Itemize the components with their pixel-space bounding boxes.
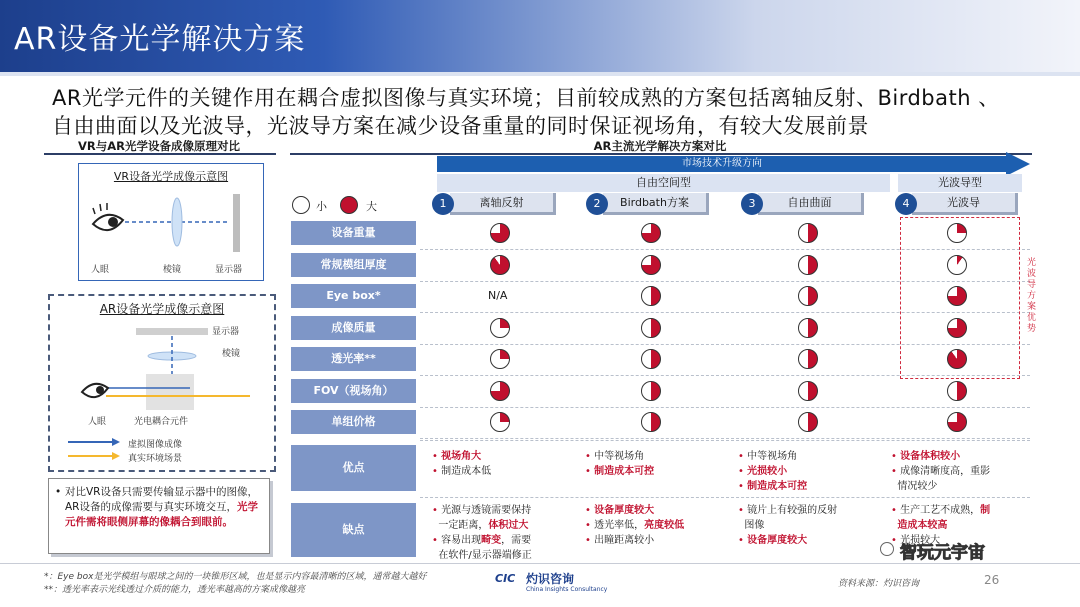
harvey-ball-icon (641, 381, 661, 401)
cons-text (747, 535, 807, 546)
cons-text-part: ，需要 (501, 535, 532, 546)
cons-text (441, 535, 531, 546)
harvey-ball-icon (798, 349, 818, 369)
bullet-icon: • (585, 466, 595, 477)
cons-item (891, 504, 990, 518)
cons-item (738, 534, 807, 548)
row-label: 设备重量 (291, 221, 416, 245)
solution-number-1: 1 (432, 193, 454, 215)
cons-item (738, 519, 764, 533)
harvey-ball-icon (490, 255, 510, 275)
pros-text: 制造成本可控 (594, 466, 655, 477)
company-name: 灼识咨询 (526, 572, 575, 586)
cons-item (585, 534, 654, 548)
cons-item (585, 519, 684, 533)
pros-text: 制造成本可控 (747, 481, 808, 492)
pros-text: 情况较少 (897, 481, 938, 492)
summary-part-2: 光学元件需将眼侧屏幕的像耦合到眼前。 (65, 501, 258, 528)
cons-item (432, 519, 528, 533)
cons-text: 光源与透镜需要保持 (441, 505, 532, 516)
bullet-icon: • (432, 535, 442, 546)
right-divider (290, 153, 1032, 155)
bullet-icon: • (585, 535, 595, 546)
market-direction-arrow: 市场技术升级方向 (437, 156, 1007, 172)
pros-text: 制造成本低 (441, 466, 492, 477)
ar-diagram (48, 294, 276, 472)
solution-tab-2 (603, 193, 709, 215)
harvey-ball-icon (490, 318, 510, 338)
legend-real-label: 真实环境场景 (128, 454, 183, 464)
row-label: 透光率** (291, 347, 416, 371)
bullet-icon: • (891, 451, 901, 462)
vr-display-label: 显示器 (215, 265, 243, 275)
legend-small-icon (292, 196, 310, 214)
eye-icon (93, 215, 123, 230)
bullet-icon: • (891, 466, 901, 477)
harvey-ball-icon (947, 381, 967, 401)
solution-tab-1 (450, 193, 556, 215)
ar-eye-label: 人眼 (88, 417, 107, 427)
wechat-icon (880, 542, 894, 556)
pros-item (891, 450, 960, 464)
footnote-1: *：Eye box是光学模组与眼球之间的一块锥形区域，也是显示内容最清晰的区域，通常越大越好 (44, 572, 427, 582)
harvey-ball-icon (798, 223, 818, 243)
bullet-icon: • (585, 505, 595, 516)
harvey-ball-icon (641, 255, 661, 275)
cons-text (594, 520, 684, 531)
summary-part-1: 对比VR设备只需要传输显示器中的图像，AR设备的成像需要与真实环境交互， (65, 486, 258, 513)
display-icon (136, 328, 208, 335)
display-icon (233, 194, 240, 252)
pros-item (738, 480, 807, 494)
row-divider (420, 440, 1030, 441)
summary-text: • 对比VR设备只需要传输显示器中的图像，AR设备的成像需要与真实环境交互，光学元件需将眼侧屏幕的像耦合到眼前。 (55, 486, 258, 528)
pros-text: 中等视场角 (747, 451, 798, 462)
right-header: AR主流光学解决方案对比 (593, 139, 727, 153)
pros-label: 优点 (291, 445, 416, 491)
watermark-text: 智玩元宇宙 (900, 543, 985, 563)
cons-item (738, 504, 837, 518)
pros-item (891, 465, 990, 479)
cons-text-part: 透光率低， (594, 520, 645, 531)
ar-lens-label: 棱镜 (222, 349, 241, 359)
harvey-ball-icon (490, 349, 510, 369)
bullet-icon: • (585, 451, 595, 462)
harvey-ball-icon (641, 223, 661, 243)
row-label: 成像质量 (291, 316, 416, 340)
legend-big-label: 大 (366, 200, 377, 213)
pros-text: 设备体积较小 (900, 451, 961, 462)
row-divider (420, 438, 1030, 439)
ar-diagram-title: AR设备光学成像示意图 (99, 302, 225, 316)
cons-text: 图像 (744, 520, 765, 531)
summary-box (48, 478, 270, 554)
pros-item (432, 465, 491, 479)
left-divider (44, 153, 276, 155)
bullet-icon: • (738, 505, 748, 516)
bullet-icon: • (432, 505, 442, 516)
intro-line-1: AR光学元件的关键作用在耦合虚拟图像与真实环境；目前较成熟的方案包括离轴反射、Birdbath 、 (52, 86, 1000, 110)
vr-diagram-title: VR设备光学成像示意图 (113, 170, 229, 183)
row-label: 常规模组厚度 (291, 253, 416, 277)
bullet-icon: • (738, 451, 748, 462)
solution-name-4: 光波导 (947, 196, 980, 209)
solution-name-3: 自由曲面 (787, 196, 832, 209)
pros-text: 光损较小 (747, 466, 788, 477)
group-free-space: 自由空间型 (437, 174, 890, 192)
harvey-ball-icon (798, 318, 818, 338)
cons-item (432, 534, 531, 548)
cons-text: 光损较大 (900, 535, 941, 546)
legend-virtual-label: 虚拟图像成像 (128, 440, 183, 450)
harvey-ball-icon (798, 255, 818, 275)
harvey-ball-icon (641, 318, 661, 338)
cons-text (438, 520, 528, 531)
legend-big-icon (340, 196, 358, 214)
coupler-icon (146, 374, 194, 410)
harvey-ball-icon (490, 223, 510, 243)
pros-item (738, 465, 787, 479)
harvey-ball-icon (490, 412, 510, 432)
bullet-icon: • (585, 520, 595, 531)
harvey-ball-icon (641, 412, 661, 432)
row-label: Eye box* (291, 284, 416, 308)
bullet-icon: • (891, 535, 901, 546)
solution-number-2: 2 (586, 193, 608, 215)
bullet-icon: • (432, 466, 442, 477)
pros-item (432, 450, 481, 464)
cons-text-part: 设备厚度较大 (594, 505, 655, 516)
cons-text-part: 制 (980, 505, 991, 516)
vr-eye-label: 人眼 (91, 265, 110, 275)
vr-diagram (78, 163, 264, 281)
pros-item (738, 450, 797, 464)
bullet-icon: • (738, 466, 748, 477)
pros-item (585, 450, 644, 464)
harvey-ball-icon (798, 286, 818, 306)
legend-small-label: 小 (316, 200, 327, 213)
page-number: 26 (984, 573, 1000, 587)
cons-text-part: 亮度较低 (644, 520, 685, 531)
harvey-ball-icon (641, 286, 661, 306)
harvey-ball-icon (947, 412, 967, 432)
cons-text: 出瞳距离较小 (594, 535, 655, 546)
cons-text: 镜片上有较强的反射 (747, 505, 838, 516)
solution-number-4: 4 (895, 193, 917, 215)
page-title: AR设备光学解决方案 (14, 22, 306, 57)
cons-text-part: 容易出现 (441, 535, 482, 546)
arrow-head-icon (1006, 152, 1030, 176)
left-header: VR与AR光学设备成像原理对比 (77, 139, 240, 153)
pros-cons-divider (420, 497, 1030, 498)
legend-arrows (66, 436, 122, 464)
cons-text (897, 520, 947, 531)
cons-text-part: 畸变 (481, 535, 502, 546)
cons-text-part: 体积过大 (488, 520, 529, 531)
advantage-note: 光波导方案优势 (1027, 258, 1037, 334)
row-divider (420, 407, 1030, 408)
source-note: 资料来源：灼识咨询 (838, 579, 920, 589)
intro-line-2: 自由曲面以及光波导，光波导方案在减少设备重量的同时保证视场角，有较大发展前景 (52, 114, 869, 138)
solution-tab-3 (758, 193, 864, 215)
cons-text-part: 一定距离， (438, 520, 489, 531)
pros-item (585, 465, 654, 479)
pros-text: 成像清晰度高，重影 (900, 466, 991, 477)
harvey-ball-icon (490, 381, 510, 401)
cons-item (432, 504, 531, 518)
vr-lens-label: 棱镜 (163, 265, 182, 275)
bullet-icon: • (891, 505, 901, 516)
cons-text (900, 505, 990, 516)
ar-coupler-label: 光电耦合元件 (134, 417, 189, 427)
solution-number-3: 3 (741, 193, 763, 215)
solution-tab-4 (912, 193, 1018, 215)
lens-icon (172, 198, 182, 246)
row-label: 单组价格 (291, 410, 416, 434)
pros-text: 视场角大 (441, 451, 482, 462)
cons-item (585, 504, 654, 518)
cons-text: 在软件/显示器端修正 (438, 550, 532, 561)
cons-label: 缺点 (291, 503, 416, 557)
bullet-icon: • (738, 535, 748, 546)
vr-optics-illustration (85, 194, 261, 254)
waveguide-advantage-box (900, 217, 1020, 379)
na-value: N/A (488, 289, 508, 302)
bullet-icon: • (432, 451, 442, 462)
company-logo-mark: CIC (495, 572, 516, 585)
cons-item (891, 519, 947, 533)
cons-item (432, 549, 532, 563)
harvey-ball-icon (798, 381, 818, 401)
cons-text-part: 设备厚度较大 (747, 535, 808, 546)
bullet-icon: • (738, 481, 748, 492)
row-label: FOV（视场角） (291, 379, 416, 403)
cons-text-part: 生产工艺不成熟， (900, 505, 981, 516)
pros-text: 中等视场角 (594, 451, 645, 462)
ar-display-label: 显示器 (212, 327, 240, 337)
eye-icon (82, 384, 108, 397)
ar-optics-illustration (80, 322, 270, 418)
company-name-en: China Insights Consultancy (526, 586, 608, 593)
footer-divider (0, 563, 1080, 564)
cons-text (594, 505, 654, 516)
harvey-ball-icon (641, 349, 661, 369)
harvey-ball-icon (798, 412, 818, 432)
footnote-2: **：透光率表示光线透过介质的能力，透光率越高的方案成像越亮 (44, 585, 306, 595)
group-waveguide: 光波导型 (898, 174, 1022, 192)
solution-name-2: Birdbath方案 (620, 196, 689, 209)
solution-name-1: 离轴反射 (479, 196, 524, 209)
pros-item (891, 480, 937, 494)
cons-text-part: 造成本较高 (897, 520, 948, 531)
